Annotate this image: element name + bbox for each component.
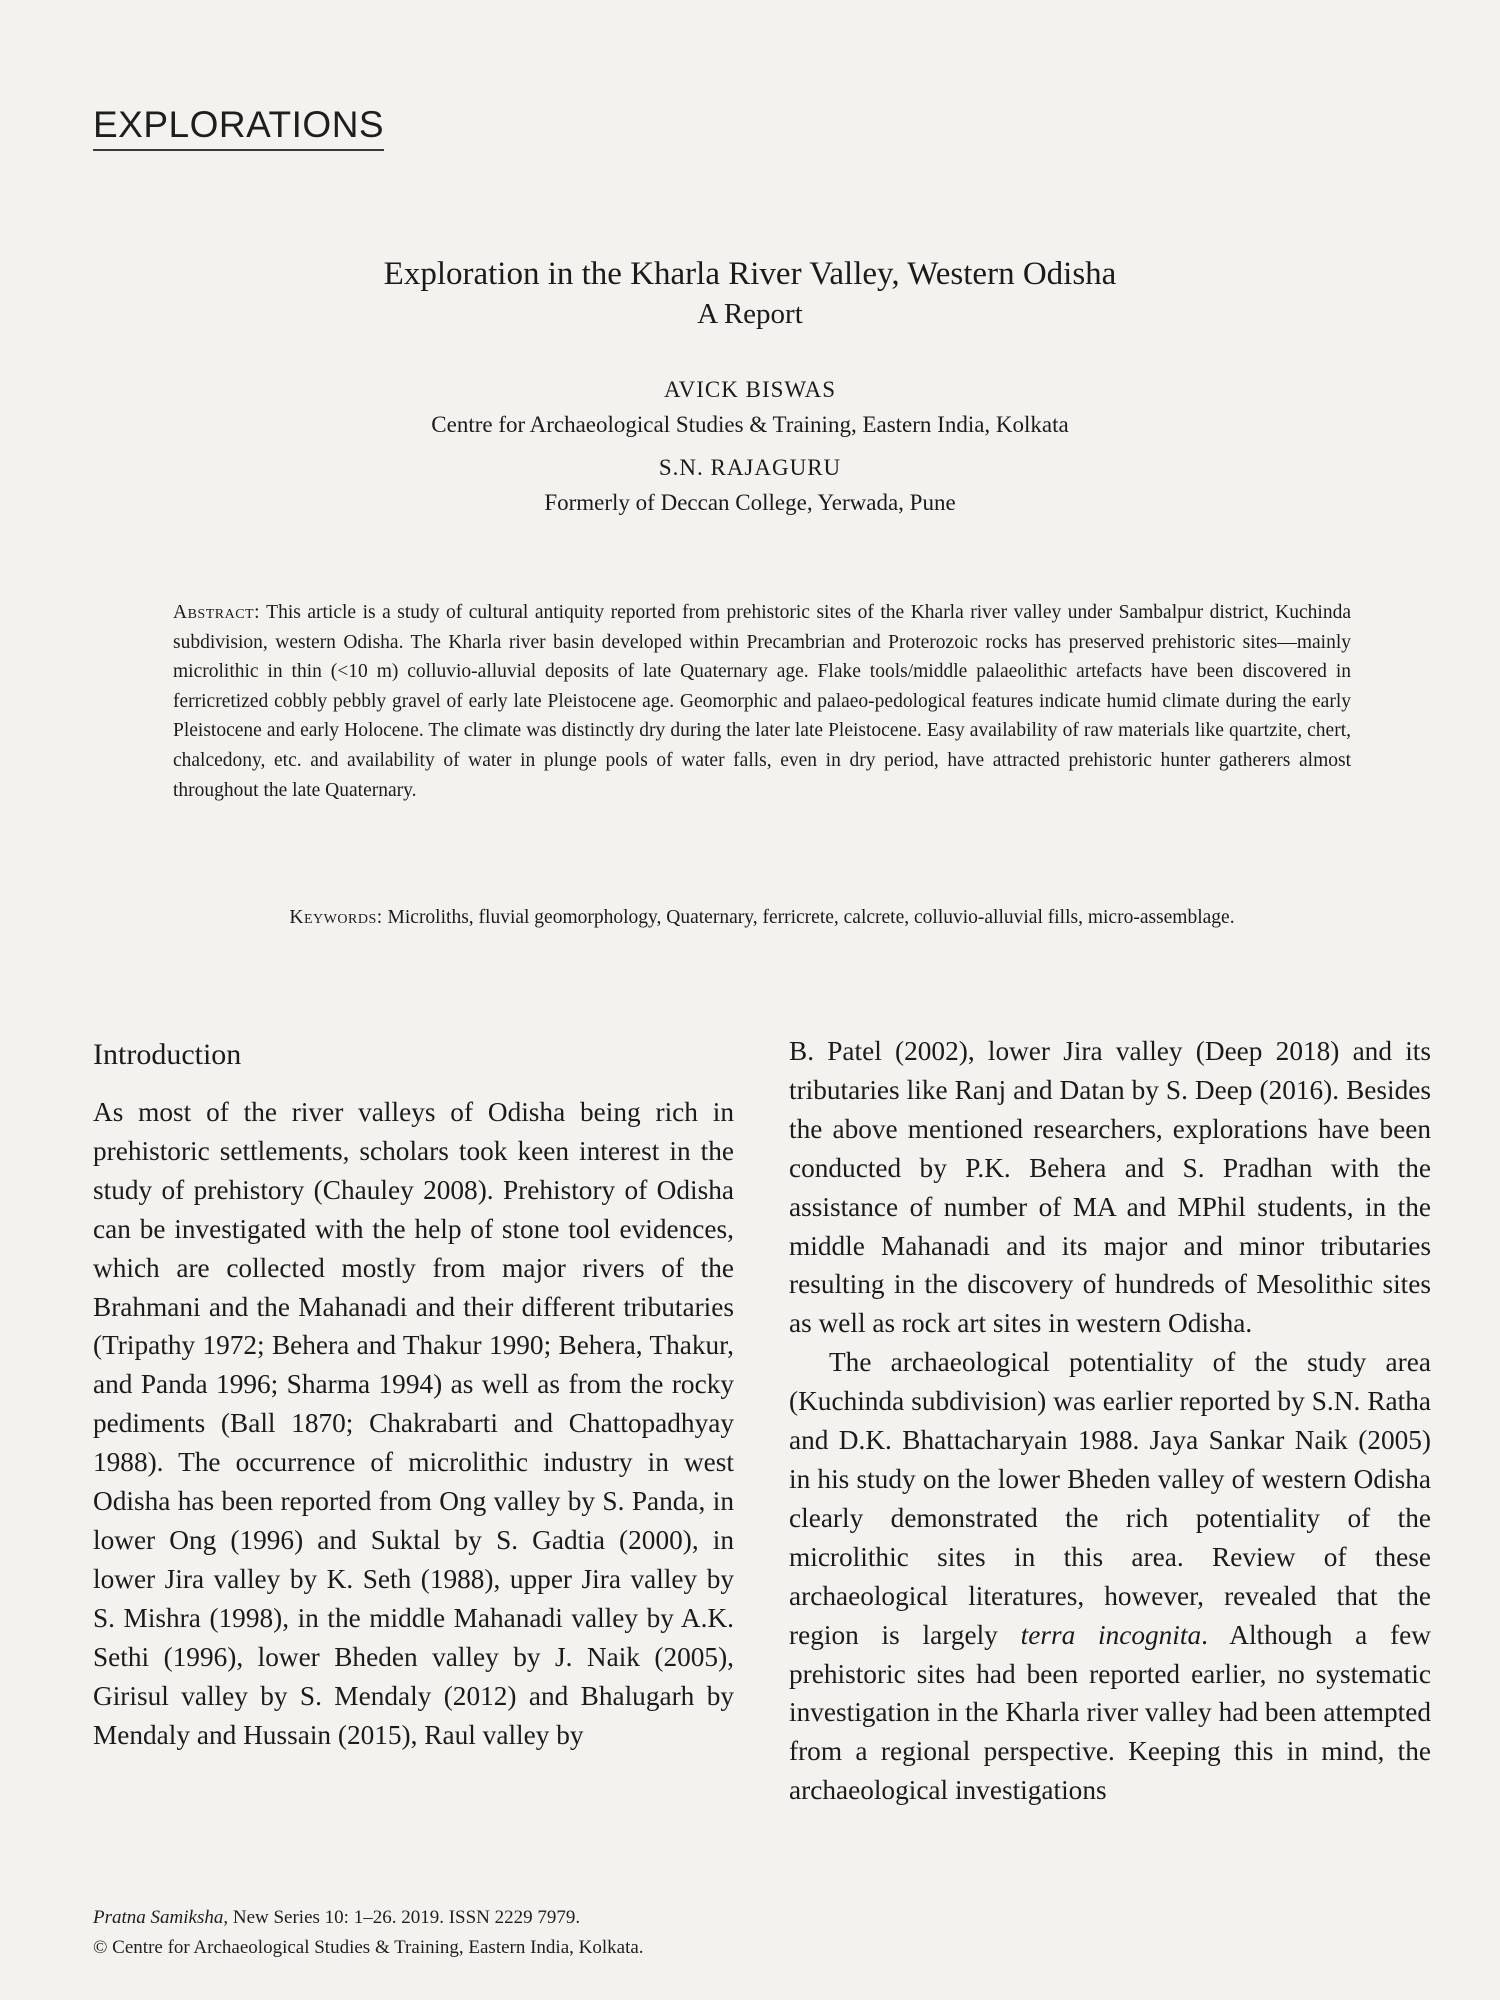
- introduction-paragraph: B. Patel (2002), lower Jira valley (Deep 2018) and its tributaries like Ranj and Datan by S. Deep (2016). Besides the above mentioned researchers, explorations have been conducted by P.K. Behera and S. Pradhan with the assistance of number of MA and MPhil students, in the middle Mahanadi and its major and minor tributaries resulting in the discovery of hundreds of Mesolithic sites as well as rock art sites in western Odisha.: [789, 1036, 1431, 1339]
- citation-text: , New Series 10: 1–26. 2019. ISSN 2229 7979.: [223, 1907, 581, 1928]
- section-label: EXPLORATIONS: [93, 104, 384, 151]
- citation-line: [93, 1903, 644, 1933]
- paragraph-text: . Although a few prehistoric sites had been reported earlier, no systematic investigation in the Kharla river valley had been attempted from a regional perspective. Keeping this in mind, the archaeological investigations: [789, 1619, 1431, 1806]
- author-affiliation: Centre for Archaeological Studies & Training, Eastern India, Kolkata: [431, 412, 1069, 437]
- author-name: AVICK BISWAS: [664, 377, 836, 402]
- article-subtitle: A Report: [697, 298, 803, 330]
- introduction-paragraph: [789, 1343, 1431, 1810]
- left-column: [93, 1032, 734, 1754]
- introduction-paragraph: As most of the river valleys of Odisha being rich in prehistoric settlements, scholars took keen interest in the study of prehistory (Chauley 2008). Prehistory of Odisha can be investigated with the help of stone tool evidences, which are collected mostly from major rivers of the Brahmani and the Mahanadi and their different tributaries (Tripathy 1972; Behera and Thakur 1990; Behera, Thakur, and Panda 1996; Sharma 1994) as well as from the rocky pediments (Ball 1870; Chakrabarti and Chattopadhyay 1988). The occurrence of microlithic industry in west Odisha has been reported from Ong valley by S. Panda, in lower Ong (1996) and Suktal by S. Gadtia (2000), in lower Jira valley by K. Seth (1988), upper Jira valley by S. Mishra (1998), in the middle Mahanadi valley by A.K. Sethi (1996), lower Bheden valley by J. Naik (2005), Girisul valley by S. Mendaly (2012) and Bhalugarh by Mendaly and Hussain (2015), Raul valley by: [93, 1097, 734, 1750]
- paragraph-text: The archaeological potentiality of the study area (Kuchinda subdivision) was earlier reported by S.N. Ratha and D.K. Bhattacharyain 1988. Jaya Sankar Naik (2005) in his study on the lower Bheden valley of western Odisha clearly demonstrated the rich potentiality of the microlithic sites in this area. Review of these archaeological literatures, however, revealed that the region is largely: [789, 1347, 1431, 1650]
- abstract: [173, 598, 1351, 805]
- journal-name: Pratna Samiksha: [93, 1907, 224, 1928]
- page-footer: [93, 1903, 644, 1963]
- author-affiliation: Formerly of Deccan College, Yerwada, Pune: [544, 490, 956, 515]
- author-name: S.N. RAJAGURU: [658, 455, 842, 480]
- abstract-label: Abstract:: [173, 602, 261, 623]
- right-column: [789, 1032, 1431, 1810]
- keywords: [173, 903, 1351, 933]
- article-title: Exploration in the Kharla River Valley, Western Odisha: [383, 256, 1117, 292]
- copyright-line: © Centre for Archaeological Studies & Training, Eastern India, Kolkata.: [93, 1937, 644, 1958]
- keywords-label: Keywords:: [289, 907, 383, 928]
- abstract-text: This article is a study of cultural antiquity reported from prehistoric sites of the Kharla river valley under Sambalpur district, Kuchinda subdivision, western Odisha. The Kharla river basin developed within Precambrian and Proterozoic rocks has preserved prehistoric sites—mainly microlithic in thin (<10 m) colluvio-alluvial deposits of late Quaternary age. Flake tools/middle palaeolithic artefacts have been discovered in ferricretized cobbly pebbly gravel of early late Pleistocene age. Geomorphic and palaeo-pedological features indicate humid climate during the early Pleistocene and early Holocene. The climate was distinctly dry during the later late Pleistocene. Easy availability of raw materials like quartzite, chert, chalcedony, etc. and availability of water in plunge pools of water falls, even in dry period, have attracted prehistoric hunter gatherers almost throughout the late Quaternary.: [173, 602, 1351, 801]
- introduction-heading: Introduction: [93, 1038, 242, 1071]
- italic-term: terra incognita: [1020, 1619, 1202, 1650]
- keywords-text: Microliths, fluvial geomorphology, Quaternary, ferricrete, calcrete, colluvio-alluvial fills, micro-assemblage.: [387, 907, 1235, 928]
